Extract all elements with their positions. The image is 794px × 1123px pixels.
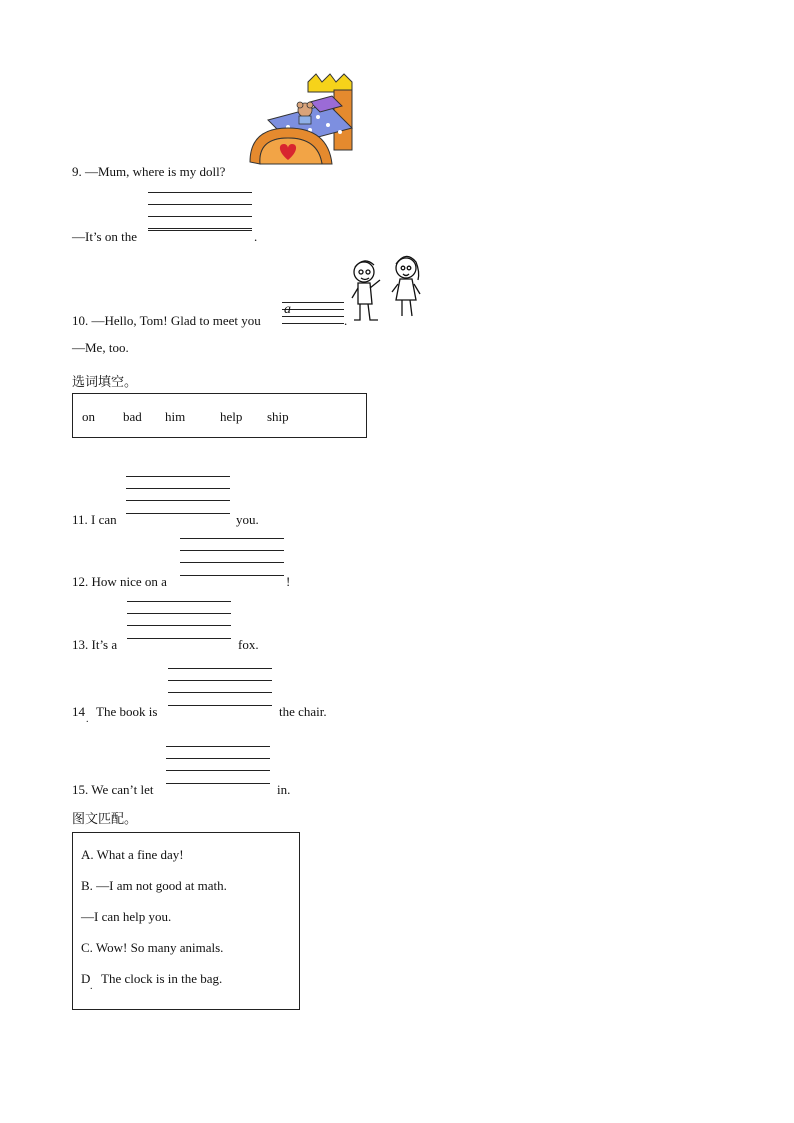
bed-illustration — [248, 72, 358, 174]
match-options-box — [72, 832, 300, 1010]
q14-suffix: the chair. — [279, 704, 327, 719]
q14-answer-lines — [168, 668, 272, 708]
q12-answer-lines — [180, 538, 284, 578]
q12-suffix: ! — [286, 574, 291, 589]
word-bank-word: on — [82, 409, 95, 424]
q10-question-prefix: 10. —Hello, Tom! Glad to meet you — [72, 313, 261, 328]
q11-suffix: you. — [236, 512, 259, 527]
q10-written-letter: a — [284, 302, 291, 317]
word-bank-box — [72, 393, 367, 438]
q9-answer-blank[interactable] — [148, 230, 252, 232]
match-option-b-reply: —I can help you. — [81, 909, 172, 924]
q15-prefix: 15. We can’t let — [72, 782, 154, 797]
q14-prefix: The book is — [96, 704, 158, 719]
kids-greeting-illustration — [348, 250, 430, 326]
q12-prefix: 12. How nice on a — [72, 574, 167, 589]
match-option-d-dot: . — [90, 981, 93, 992]
q15-suffix: in. — [277, 782, 291, 797]
q12-answer-blank[interactable] — [180, 575, 284, 577]
q9-answer-suffix: . — [254, 229, 258, 244]
q11-answer-blank[interactable] — [126, 513, 230, 515]
q11-answer-lines — [126, 476, 230, 516]
section-title-picture-match: 图文匹配。 — [72, 812, 138, 827]
word-bank-word: help — [220, 409, 243, 424]
q13-answer-lines — [127, 601, 231, 641]
word-bank-word: him — [165, 409, 186, 424]
q13-answer-blank[interactable] — [127, 638, 231, 640]
match-option-d-letter: D — [81, 971, 91, 986]
section-title-word-fill: 选词填空。 — [72, 375, 138, 390]
q10-reply: —Me, too. — [72, 340, 129, 355]
match-option-b: B. —I am not good at math. — [81, 878, 227, 893]
q15-answer-blank[interactable] — [166, 783, 270, 785]
q9-answer-lines — [148, 192, 252, 232]
q9-question: 9. —Mum, where is my doll? — [72, 164, 226, 179]
q10-question-suffix: . — [344, 313, 348, 328]
q14-number: 14 — [72, 704, 85, 719]
q14-answer-blank[interactable] — [168, 705, 272, 707]
q13-suffix: fox. — [238, 637, 259, 652]
q13-prefix: 13. It’s a — [72, 637, 118, 652]
word-bank-word: ship — [267, 409, 289, 424]
q15-answer-lines — [166, 746, 270, 786]
q9-answer-prefix: —It’s on the — [72, 229, 137, 244]
match-option-c: C. Wow! So many animals. — [81, 940, 224, 955]
word-bank-word: bad — [123, 409, 142, 424]
q10-answer-lines — [282, 302, 344, 326]
q11-prefix: 11. I can — [72, 512, 117, 527]
q14-number-dot: . — [86, 714, 89, 725]
match-option-d-text: The clock is in the bag. — [101, 971, 223, 986]
match-option-a: A. What a fine day! — [81, 847, 184, 862]
